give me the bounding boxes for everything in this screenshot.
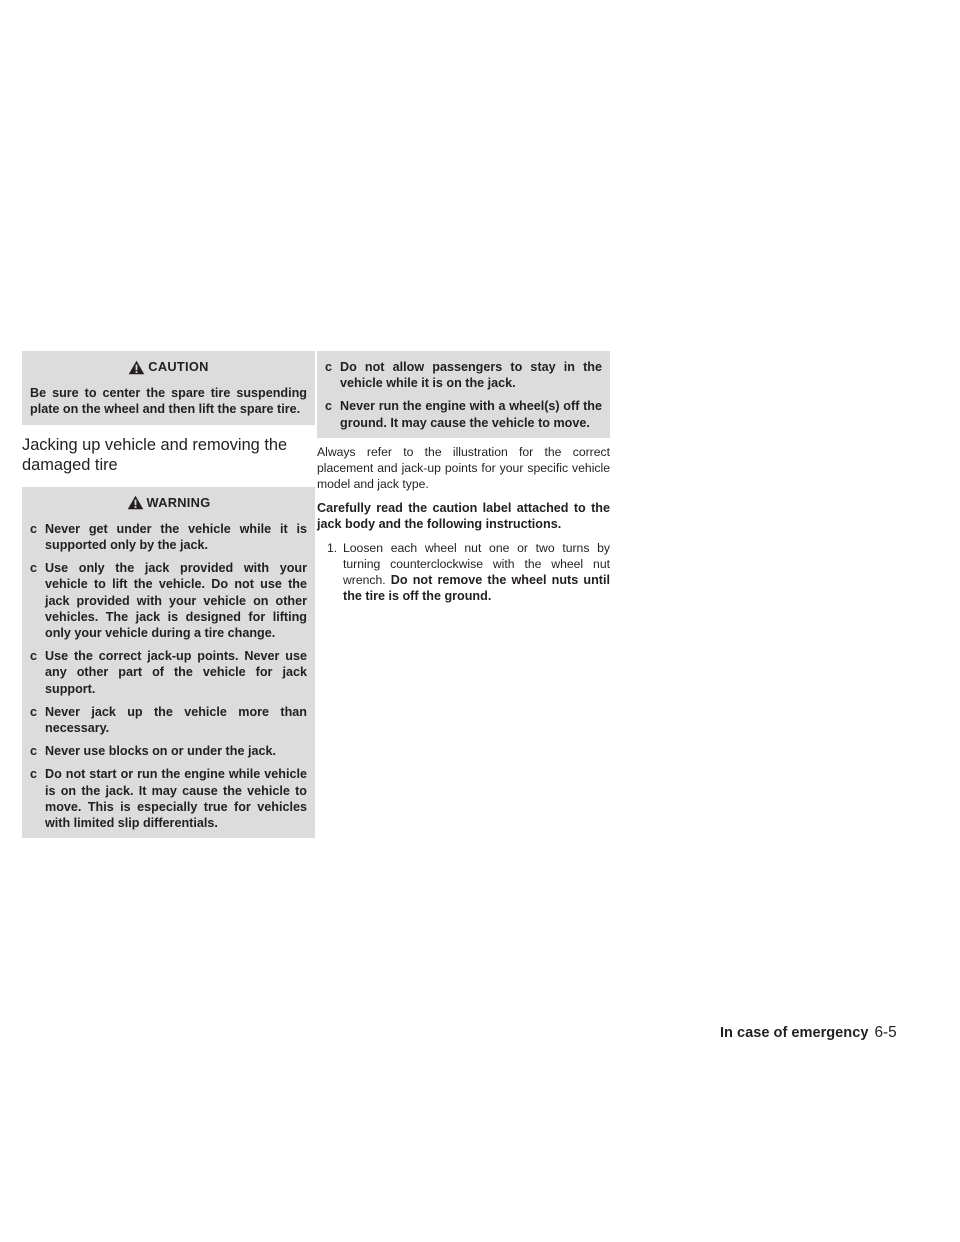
- warning-list-continued: [325, 359, 602, 431]
- bullet-icon: c: [325, 360, 333, 374]
- warning-item-text: Use the correct jack-up points. Never use any other part of the vehicle for jack support.: [45, 649, 307, 696]
- warning-item: [30, 704, 307, 736]
- warning-triangle-icon: [128, 360, 145, 375]
- step-bold-text: Do not remove the wheel nuts until the tire is off the ground.: [343, 572, 610, 603]
- warning-item: [30, 560, 307, 641]
- warning-box-continued: [317, 351, 610, 438]
- bullet-icon: c: [30, 704, 38, 719]
- warning-item: [325, 359, 602, 391]
- warning-heading-text: WARNING: [146, 494, 211, 510]
- section-title-line1: Jacking up vehicle and removing the: [22, 435, 288, 454]
- bullet-icon: c: [30, 767, 38, 782]
- footer-section-name: In case of emergency: [720, 1025, 869, 1041]
- warning-item-text: Never jack up the vehicle more than necessary.: [45, 704, 307, 736]
- warning-heading: [30, 495, 307, 511]
- step-item: [327, 540, 610, 604]
- warning-item: [325, 398, 602, 430]
- left-column: [22, 351, 315, 838]
- warning-item: [30, 766, 307, 831]
- warning-item-text: Never run the engine with a wheel(s) off the ground. It may cause the vehicle to move.: [340, 399, 602, 430]
- warning-box: [22, 487, 315, 839]
- caution-box: [22, 351, 315, 425]
- page-footer: [720, 1024, 940, 1044]
- caution-heading-text: CAUTION: [148, 359, 209, 374]
- caution-label-paragraph: Carefully read the caution label attached to the jack body and the following instructions.: [317, 500, 610, 531]
- section-title-line2: damaged tire: [22, 455, 118, 474]
- warning-item: [30, 521, 307, 553]
- bullet-icon: c: [30, 561, 38, 576]
- jack-point-paragraph: Always refer to the illustration for the correct placement and jack-up points for your specific vehicle model and jack type.: [317, 444, 610, 491]
- bullet-icon: c: [30, 744, 38, 759]
- warning-item-text: Do not allow passengers to stay in the vehicle while it is on the jack.: [340, 360, 602, 391]
- warning-triangle-icon: [127, 495, 144, 510]
- step-number: 1.: [327, 540, 338, 555]
- steps-list: [317, 540, 610, 604]
- warning-list: [30, 521, 307, 831]
- warning-item-text: Do not start or run the engine while vehicle is on the jack. It may cause the vehicle to move. This is especially true for vehicles with limited slip differentials.: [45, 767, 307, 831]
- bullet-icon: c: [30, 521, 38, 536]
- step-text: Loosen each wheel nut one or two turns by turning counterclockwise with the wheel nut wrench.: [343, 540, 610, 587]
- warning-item: [30, 648, 307, 697]
- warning-item-text: Never use blocks on or under the jack.: [45, 744, 276, 759]
- section-title: [22, 435, 315, 475]
- warning-item-text: Never get under the vehicle while it is supported only by the jack.: [45, 521, 307, 553]
- warning-item-text: Use only the jack provided with your vehicle to lift the vehicle. Do not use the jack provided with your vehicle on other vehicles. The jack is designed for lifting only your vehicle during a tire change.: [45, 561, 307, 641]
- caution-text: Be sure to center the spare tire suspending plate on the wheel and then lift the spare tire.: [30, 386, 307, 417]
- middle-column: [317, 351, 610, 604]
- bullet-icon: c: [325, 399, 333, 414]
- page-number: 6-5: [874, 1024, 897, 1041]
- warning-item: [30, 743, 307, 759]
- caution-heading: [30, 359, 307, 375]
- bullet-icon: c: [30, 649, 38, 664]
